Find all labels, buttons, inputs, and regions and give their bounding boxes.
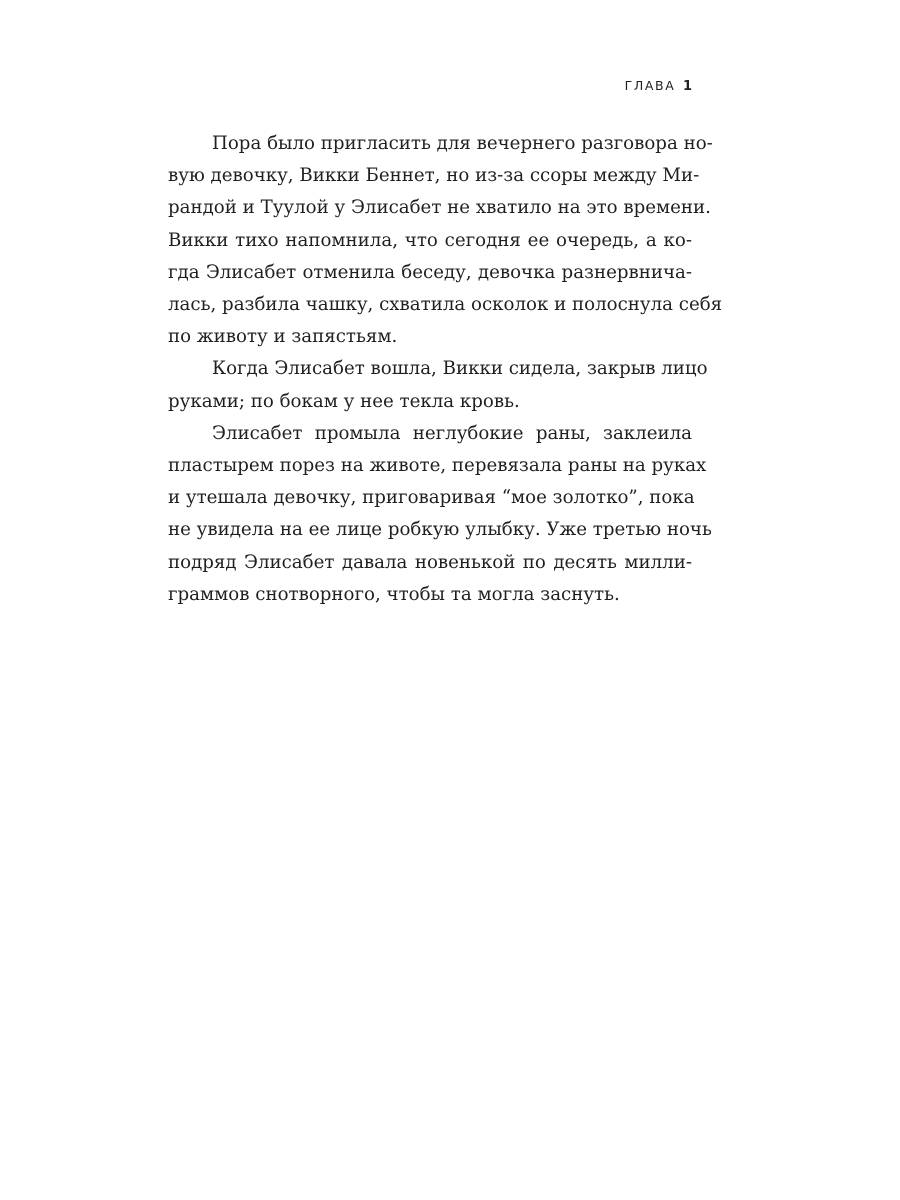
paragraph-line: Пора было пригласить для вечернего разговора но- [212,133,713,154]
chapter-number: 1 [682,79,692,94]
paragraph-line: рандой и Туулой у Элисабет не хватило на это времени. [168,197,711,219]
paragraph-line: вую девочку, Викки Беннет, но из-за ссоры между Ми- [168,165,700,187]
paragraph-line: Викки тихо напомнила, что сегодня ее очередь, а ко- [168,229,692,251]
paragraph-line: граммов снотворного, чтобы та могла заснуть. [168,583,620,605]
paragraph-line: по животу и запястьям. [168,326,398,348]
paragraph-line: Когда Элисабет вошла, Викки сидела, закрыв лицо [212,358,708,380]
running-header [625,78,692,94]
paragraph-line: лась, разбила чашку, схватила осколок и полоснула себя [168,294,723,316]
paragraph-2 [168,353,708,417]
paragraph-line: гда Элисабет отменила беседу, девочка разнервнича- [168,261,692,283]
chapter-label: ГЛАВА [624,78,676,93]
paragraph-line: не увидела на ее лице робкую улыбку. Уже третью ночь [168,519,712,541]
paragraph-line: пластырем порез на животе, перевязала раны на руках [168,455,707,477]
body-text [168,128,723,611]
paragraph-line: подряд Элисабет давала новенькой по десять милли- [168,551,692,573]
paragraph-line: и утешала девочку, приговаривая “мое золотко”, пока [168,487,695,509]
paragraph-3 [168,418,712,611]
paragraph-line: Элисабет промыла неглубокие раны, заклеила [212,422,692,444]
paragraph-1 [168,128,723,353]
paragraph-line: руками; по бокам у нее текла кровь. [168,390,520,412]
